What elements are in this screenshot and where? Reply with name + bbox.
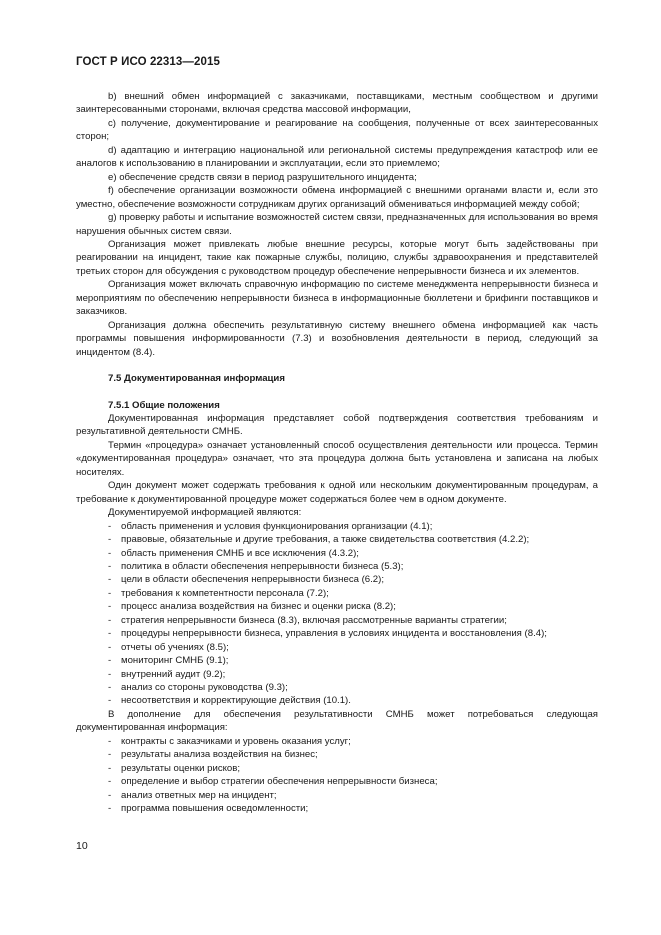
documented-info-list <box>76 520 598 708</box>
list-item: - определение и выбор стратегии обеспечения непрерывности бизнеса; <box>108 776 438 788</box>
paragraph: g) проверку работы и испытание возможностей систем связи, предназначенных для использования во время нарушения обычных систем связи. <box>76 212 598 237</box>
paragraph: В дополнение для обеспечения результативности СМНБ может потребоваться следующая документированная информация: <box>76 708 598 734</box>
list-item: - стратегия непрерывности бизнеса (8.3), включая рассмотренные варианты стратегии; <box>108 614 507 626</box>
additional-info-list <box>76 735 598 816</box>
paragraph: e) обеспечение средств связи в период разрушительного инцидента; <box>108 171 417 183</box>
list-item: - область применения СМНБ и все исключения (4.3.2); <box>108 547 359 559</box>
paragraph: Организация может включать справочную информацию по системе менеджмента непрерывности бизнеса и мероприятиям по обеспечению непрерывности бизнеса в информационные бюллетени и брифинги поставщиков и заказчиков. <box>76 279 598 318</box>
document-body <box>76 90 598 816</box>
list-item: - внутренний аудит (9.2); <box>108 668 226 680</box>
list-item: - результаты оценки рисков; <box>108 762 241 774</box>
paragraph: Один документ может содержать требования к одной или нескольким документированным процедурам, а требование к документированной процедуре может содержаться более чем в одном документе. <box>76 480 598 505</box>
paragraph: f) обеспечение организации возможности обмена информацией с внешними органами власти и, если это уместно, обеспечение возможности сотрудникам других организаций обмениваться информацией между собой; <box>76 185 598 210</box>
list-item: - требования к компетентности персонала (7.2); <box>108 587 329 599</box>
spacer <box>76 386 598 399</box>
page-header-title: ГОСТ Р ИСО 22313—2015 <box>76 56 221 68</box>
paragraph: Организация может привлекать любые внешние ресурсы, которые могут быть задействованы при реагировании на инцидент, такие как пожарные службы, полицию, службы здравоохранения и представителей третьих сторон для обсуждения с руководством процедур обеспечение непрерывности бизнеса и их элементов. <box>76 238 598 277</box>
paragraph: b) внешний обмен информацией с заказчиками, поставщиками, местным сообществом и другими заинтересованными сторонами, включая средства массовой информации, <box>76 91 598 116</box>
paragraph: Документируемой информацией являются: <box>108 507 302 519</box>
list-item: - контракты с заказчиками и уровень оказания услуг; <box>108 735 351 747</box>
list-item: - несоответствия и корректирующие действия (10.1). <box>108 695 351 707</box>
list-item: - правовые, обязательные и другие требования, а также свидетельства соответствия (4.2.2); <box>108 534 530 546</box>
paragraph: Термин «процедура» означает установленный способ осуществления деятельности или процесса. Термин «документированная процедура» означает, что эта процедура должна быть установлена и записана на любых носителях. <box>76 439 598 478</box>
paragraph: c) получение, документирование и реагирование на сообщения, полученные от всех заинтересованных сторон; <box>76 117 598 143</box>
list-item: - область применения и условия функционирования организации (4.1); <box>108 520 433 532</box>
paragraph: Организация должна обеспечить результативную систему внешнего обмена информацией как часть программы повышения информированности (7.3) и возобновления деятельности в период, следующий за инцидентом (8.4). <box>76 319 598 358</box>
list-item: - анализ со стороны руководства (9.3); <box>108 682 288 694</box>
list-item: - отчеты об учениях (8.5); <box>108 641 229 653</box>
list-item: - процедуры непрерывности бизнеса, управления в условиях инцидента и восстановления (8.4); <box>108 628 547 640</box>
paragraph: Документированная информация представляет собой подтверждения соответствия требованиям и результативной деятельности СМНБ. <box>76 412 598 438</box>
list-item: - программа повышения осведомленности; <box>108 803 309 815</box>
list-item: - результаты анализа воздействия на бизнес; <box>108 749 318 761</box>
list-item: - политика в области обеспечения непрерывности бизнеса (5.3); <box>108 560 404 572</box>
list-item: - процесс анализа воздействия на бизнес и оценки риска (8.2); <box>108 601 396 613</box>
paragraph: d) адаптацию и интеграцию национальной или региональной системы предупреждения катастроф или ее аналогов к использованию в планировании и эксплуатации, если это приемлемо; <box>76 144 598 170</box>
subsection-heading: 7.5.1 Общие положения <box>108 399 220 411</box>
list-item: - цели в области обеспечения непрерывности бизнеса (6.2); <box>108 574 385 586</box>
spacer <box>76 359 598 372</box>
list-item: - анализ ответных мер на инцидент; <box>108 789 277 801</box>
page-number: 10 <box>76 840 88 852</box>
section-heading: 7.5 Документированная информация <box>108 373 285 385</box>
list-item: - мониторинг СМНБ (9.1); <box>108 655 229 667</box>
